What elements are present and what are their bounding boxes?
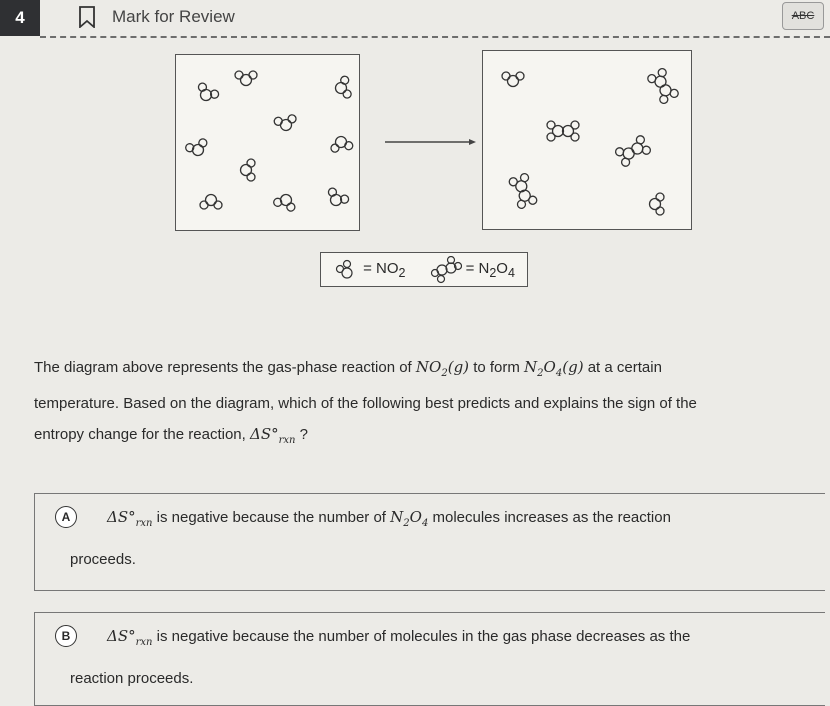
molecule-legend xyxy=(320,252,528,287)
n2o4-molecule xyxy=(614,134,652,167)
no2-molecule xyxy=(324,187,350,211)
mark-for-review-label: Mark for Review xyxy=(112,7,235,26)
no2-molecule xyxy=(200,195,222,210)
reaction-arrow-icon xyxy=(385,137,477,147)
option-letter-a: A xyxy=(55,506,77,528)
question-line-1: The diagram above represents the gas-phase reaction of $NO_2(g)$ to form $N_2O_4(g)$ at a certain xyxy=(34,358,662,379)
no2-molecule xyxy=(241,159,256,181)
n2o4-icon xyxy=(430,256,462,284)
option-b-text: $\Delta S^\circ_{rxn}$ is negative because the number of molecules in the gas phase decreases as the reaction proceeds. xyxy=(70,627,691,687)
no2-molecule xyxy=(334,76,352,100)
legend-n2o4 xyxy=(430,256,515,284)
legend-no2 xyxy=(333,259,405,281)
no2-molecule xyxy=(194,82,220,106)
question-number: 4 xyxy=(0,0,40,36)
n2o4-molecule xyxy=(508,173,538,210)
products-box xyxy=(482,50,692,230)
no2-molecule xyxy=(502,72,524,87)
answer-option-a[interactable] xyxy=(34,493,825,591)
product-molecules xyxy=(483,51,691,229)
abc-eliminator-button[interactable] xyxy=(782,2,824,30)
no2-molecule xyxy=(185,138,211,159)
option-a-text: $\Delta S^\circ_{rxn}$ is negative because the number of $N_2O_4$ molecules increases as the reaction proceeds. xyxy=(70,508,671,568)
question-line-3: entropy change for the reaction, $\Delta S^\circ_{rxn}$ ? xyxy=(34,425,308,446)
no2-molecule xyxy=(650,193,665,215)
no2-molecule xyxy=(273,191,299,212)
no2-molecule xyxy=(329,135,353,153)
no2-icon xyxy=(333,259,359,281)
bookmark-icon xyxy=(78,6,96,28)
no2-molecule xyxy=(274,114,298,132)
question-text xyxy=(34,352,814,456)
option-letter-b: B xyxy=(55,625,77,647)
n2o4-molecule xyxy=(547,121,579,141)
legend-no2-label: = $NO_2$ xyxy=(363,259,406,280)
answer-option-b[interactable] xyxy=(34,612,825,706)
reactants-box xyxy=(175,54,360,231)
header-divider xyxy=(40,36,830,38)
reactant-molecules xyxy=(176,55,359,230)
mark-for-review-button[interactable] xyxy=(78,6,235,28)
legend-n2o4-label: = $N_2O_4$ xyxy=(465,259,515,280)
no2-molecule xyxy=(235,71,257,86)
question-line-2: temperature. Based on the diagram, which of the following best predicts and explains the sign of the xyxy=(34,395,697,412)
abc-label: ABC xyxy=(791,10,815,22)
n2o4-molecule xyxy=(646,67,679,105)
